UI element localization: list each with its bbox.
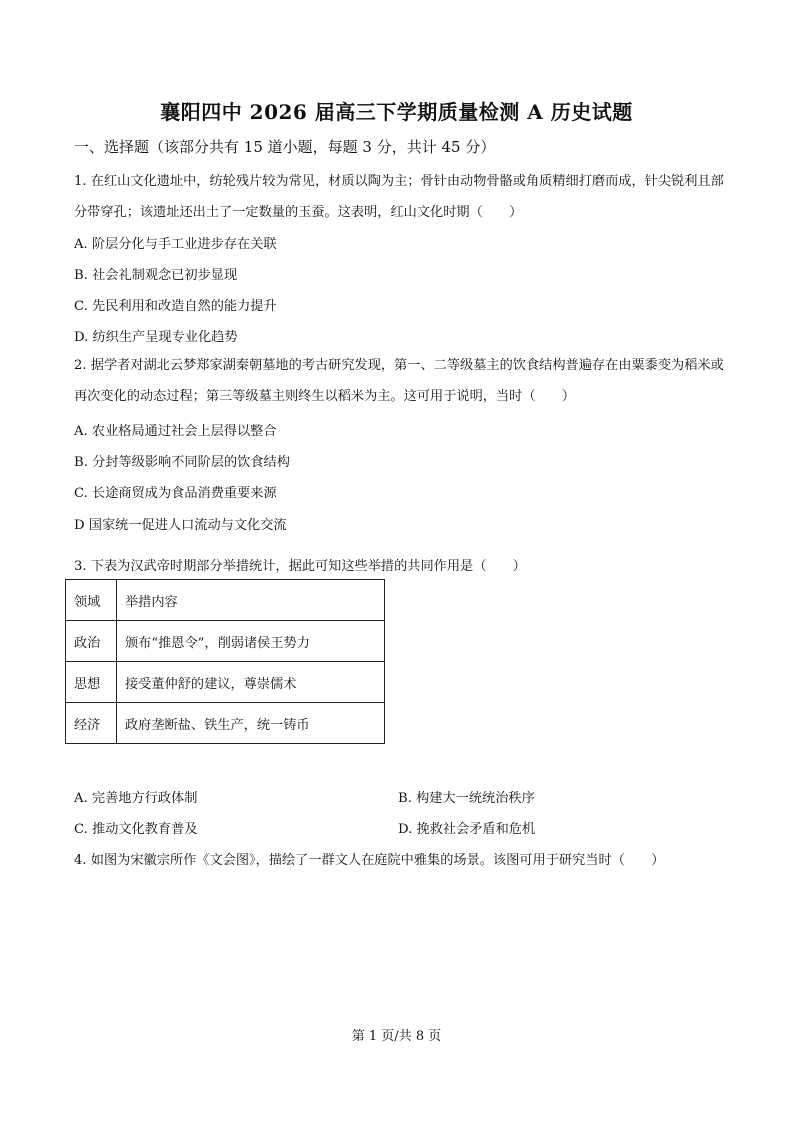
question-2-option-d: D 国家统一促进人口流动与文化交流 — [74, 518, 287, 533]
section-heading: 一、选择题（该部分共有 15 道小题，每题 3 分，共计 45 分） — [74, 138, 496, 156]
table-cell: 政治 — [66, 621, 117, 662]
table-cell: 思想 — [66, 662, 117, 703]
table-header-row — [66, 580, 385, 621]
question-2-option-a: A. 农业格局通过社会上层得以整合 — [74, 424, 277, 439]
table-row — [66, 662, 385, 703]
question-3-option-b: B. 构建大一统统治秩序 — [398, 791, 535, 806]
question-2-option-c: C. 长途商贸成为食品消费重要来源 — [74, 486, 277, 501]
table-cell: 颁布“推恩令”，削弱诸侯王势力 — [117, 621, 385, 662]
question-3-option-a: A. 完善地方行政体制 — [74, 791, 198, 806]
table-cell: 政府垄断盐、铁生产，统一铸币 — [117, 703, 385, 744]
question-1-stem: 1. 在红山文化遗址中，纺轮残片较为常见，材质以陶为主；骨针由动物骨骼或角质精细打磨而成，针尖锐利且部分带穿孔；该遗址还出土了一定数量的玉蚕。这表明，红山文化时期（ ） — [74, 174, 724, 220]
question-2-option-b: B. 分封等级影响不同阶层的饮食结构 — [74, 455, 290, 470]
question-4-stem: 4. 如图为宋徽宗所作《文会图》，描绘了一群文人在庭院中雅集的场景。该图可用于研究当时（ ） — [74, 853, 665, 868]
question-1-option-b: B. 社会礼制观念已初步显现 — [74, 268, 238, 283]
exam-title: 襄阳四中 2026 届高三下学期质量检测 A 历史试题 — [160, 100, 633, 124]
page-footer: 第 1 页/共 8 页 — [351, 1029, 442, 1044]
question-3-stem: 3. 下表为汉武帝时期部分举措统计，据此可知这些举措的共同作用是（ ） — [74, 559, 526, 574]
question-3-option-c: C. 推动文化教育普及 — [74, 822, 198, 837]
table-cell: 经济 — [66, 703, 117, 744]
table-row — [66, 621, 385, 662]
measures-table — [65, 579, 385, 744]
table-header-cell: 举措内容 — [117, 580, 385, 621]
question-1-option-a: A. 阶层分化与手工业进步存在关联 — [74, 237, 277, 252]
question-2-stem: 2. 据学者对湖北云梦郑家湖秦朝墓地的考古研究发现，第一、二等级墓主的饮食结构普遍存在由粟黍变为稻米或再次变化的动态过程；第三等级墓主则终生以稻米为主。这可用于说明，当时（ ） — [74, 358, 724, 404]
question-1-option-c: C. 先民利用和改造自然的能力提升 — [74, 299, 277, 314]
table-header-cell: 领域 — [66, 580, 117, 621]
table-row — [66, 703, 385, 744]
question-1-option-d: D. 纺织生产呈现专业化趋势 — [74, 330, 238, 345]
table-cell: 接受董仲舒的建议，尊崇儒术 — [117, 662, 385, 703]
question-3-option-d: D. 挽救社会矛盾和危机 — [398, 822, 536, 837]
